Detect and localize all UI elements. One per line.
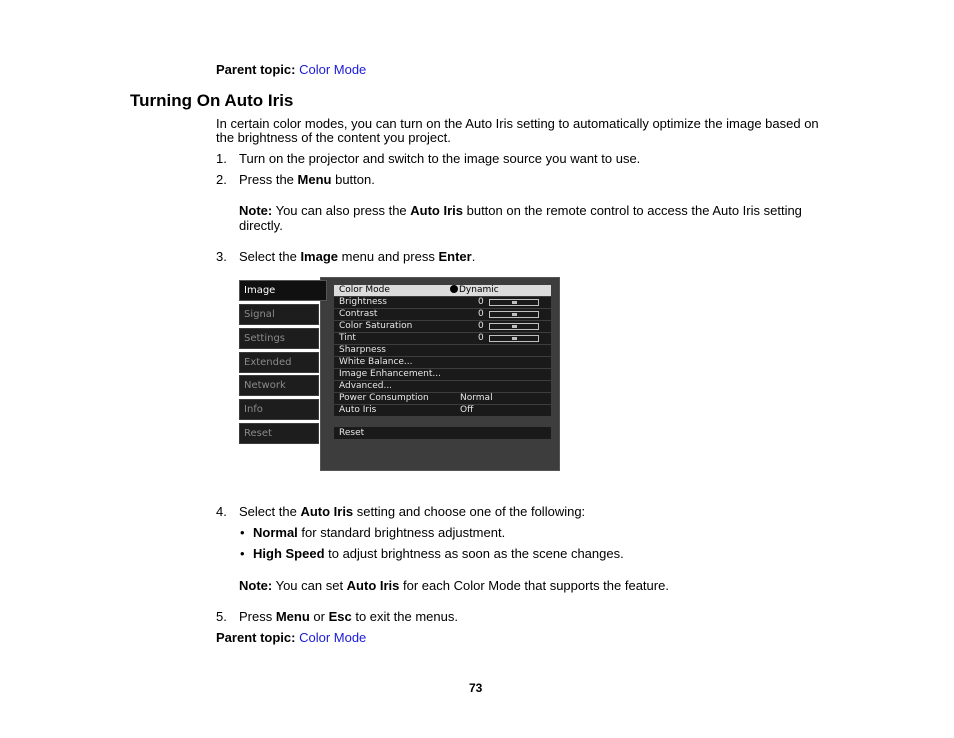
menu-row-label: Brightness (339, 297, 387, 307)
step-4-pre: Select the (239, 504, 301, 519)
step-3-number: 3. (216, 249, 227, 264)
intro-line-1: In certain color modes, you can turn on the Auto Iris setting to automatically optimize the image based on (216, 116, 819, 131)
page-title: Turning On Auto Iris (130, 91, 294, 110)
menu-row-value (450, 285, 499, 296)
step-5-post: to exit the menus. (351, 609, 458, 624)
step-2-number: 2. (216, 172, 227, 187)
menu-row-contrast[interactable] (334, 309, 551, 320)
intro-line-2: the brightness of the content you project. (216, 130, 451, 145)
menu-row-label: Power Consumption (339, 393, 429, 403)
step-4-bold: Auto Iris (300, 504, 354, 519)
bullet-marker: • (240, 546, 245, 561)
menu-row-sharpness[interactable] (334, 345, 551, 356)
step-2-post: button. (331, 172, 375, 187)
step-4-post: setting and choose one of the following: (353, 504, 586, 519)
menu-row-value: Normal (460, 393, 493, 403)
step-3-pre: Select the (239, 249, 301, 264)
note-1 (239, 203, 802, 218)
slider-knob[interactable] (512, 325, 517, 328)
color-mode-link[interactable]: Color Mode (299, 62, 367, 77)
menu-row-label: Auto Iris (339, 405, 377, 415)
step-2-pre: Press the (239, 172, 298, 187)
bullet-normal (253, 525, 505, 540)
menu-row-label: Contrast (339, 309, 378, 319)
bullet-bold: High Speed (253, 546, 325, 561)
menu-row-white-balance[interactable] (334, 357, 551, 368)
step-2-text (239, 172, 375, 187)
color-mode-link[interactable]: Color Mode (299, 630, 367, 645)
step-5-bold-1: Menu (275, 609, 310, 624)
step-3-bold-1: Image (300, 249, 339, 264)
note-1-pre: You can also press the (272, 203, 411, 218)
step-4-number: 4. (216, 504, 227, 519)
menu-row-number: 0 (478, 321, 484, 331)
note-2-bold: Auto Iris (346, 578, 400, 593)
step-3-bold-2: Enter (438, 249, 472, 264)
color-saturation-slider[interactable] (489, 323, 539, 330)
menu-row-label: Advanced... (339, 381, 393, 391)
step-1-text: Turn on the projector and switch to the image source you want to use. (239, 151, 641, 166)
menu-row-auto-iris[interactable] (334, 405, 551, 416)
bullet-text: for standard brightness adjustment. (297, 525, 506, 540)
menu-tab-extended[interactable]: Extended (239, 352, 319, 373)
note-1-post: button on the remote control to access the Auto Iris setting (463, 203, 802, 218)
menu-row-value: Off (460, 405, 474, 415)
menu-row-label: Sharpness (339, 345, 386, 355)
mode-icon (450, 285, 458, 293)
menu-row-tint[interactable] (334, 333, 551, 344)
step-5-number: 5. (216, 609, 227, 624)
menu-tab-settings[interactable]: Settings (239, 328, 319, 349)
menu-tab-network[interactable]: Network (239, 375, 319, 396)
bullet-bold: Normal (253, 525, 298, 540)
contrast-slider[interactable] (489, 311, 539, 318)
menu-row-number: 0 (478, 309, 484, 319)
step-3-text (239, 249, 475, 264)
menu-tab-reset[interactable]: Reset (239, 423, 319, 444)
menu-row-advanced[interactable] (334, 381, 551, 392)
note-2-post: for each Color Mode that supports the feature. (399, 578, 669, 593)
color-mode-value: Dynamic (459, 285, 499, 295)
menu-row-label: White Balance... (339, 357, 413, 367)
step-5-text (239, 609, 458, 624)
note-1-line-2: directly. (239, 218, 283, 233)
menu-tab-info[interactable]: Info (239, 399, 319, 420)
menu-row-label: Tint (339, 333, 356, 343)
note-2-label: Note: (239, 578, 273, 593)
slider-knob[interactable] (512, 337, 517, 340)
parent-topic-label: Parent topic: (216, 630, 296, 645)
note-1-bold: Auto Iris (410, 203, 463, 218)
slider-knob[interactable] (512, 301, 517, 304)
step-3-post: . (471, 249, 476, 264)
bullet-high-speed (253, 546, 624, 561)
step-5-bold-2: Esc (328, 609, 352, 624)
step-4-text (239, 504, 585, 519)
menu-row-power-consumption[interactable] (334, 393, 551, 404)
menu-tab-signal[interactable]: Signal (239, 304, 319, 325)
menu-row-color-mode[interactable] (334, 285, 551, 296)
menu-row-number: 0 (478, 333, 484, 343)
step-2-bold: Menu (297, 172, 332, 187)
note-2-pre: You can set (272, 578, 347, 593)
menu-row-label: Image Enhancement... (339, 369, 441, 379)
note-1-label: Note: (239, 203, 273, 218)
menu-reset-row[interactable]: Reset (334, 427, 551, 439)
parent-topic-top (216, 62, 366, 77)
menu-row-brightness[interactable] (334, 297, 551, 308)
slider-knob[interactable] (512, 313, 517, 316)
step-3-mid: menu and press (338, 249, 439, 264)
menu-tab-image[interactable]: Image (239, 280, 327, 301)
brightness-slider[interactable] (489, 299, 539, 306)
note-2 (239, 578, 669, 593)
menu-row-image-enhancement[interactable] (334, 369, 551, 380)
step-1-number: 1. (216, 151, 227, 166)
parent-topic-label: Parent topic: (216, 62, 296, 77)
menu-row-label: Color Mode (339, 285, 390, 295)
bullet-text: to adjust brightness as soon as the scene changes. (324, 546, 624, 561)
tint-slider[interactable] (489, 335, 539, 342)
step-5-pre: Press (239, 609, 276, 624)
page-number: 73 (469, 681, 483, 695)
step-5-mid: or (309, 609, 329, 624)
bullet-marker: • (240, 525, 245, 540)
menu-row-color-saturation[interactable] (334, 321, 551, 332)
menu-row-label: Color Saturation (339, 321, 413, 331)
parent-topic-bottom (216, 630, 366, 645)
menu-row-number: 0 (478, 297, 484, 307)
